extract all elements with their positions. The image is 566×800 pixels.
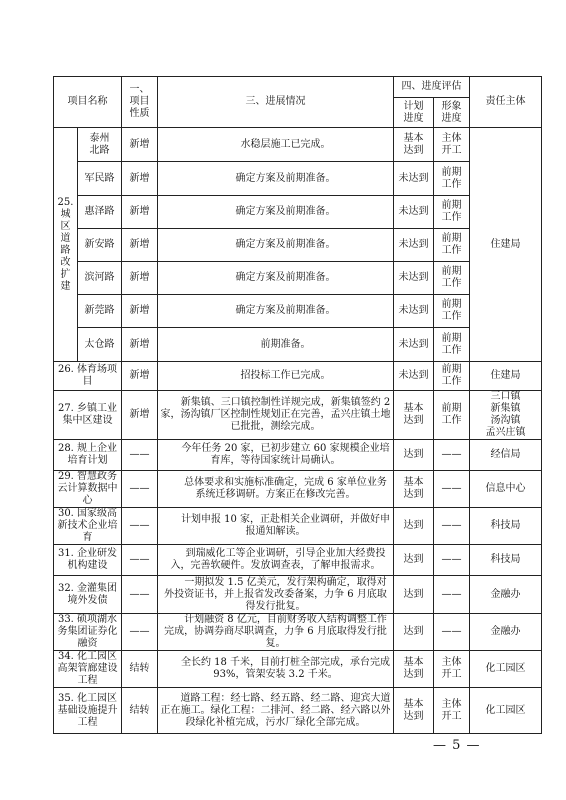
- project-name: 31. 企业研发机构建设: [54, 545, 122, 576]
- table-row: [54, 508, 542, 545]
- image-progress: 前期 工作: [434, 328, 470, 362]
- plan-progress: 基本 达到: [394, 688, 434, 734]
- progress-text: 计划申报 10 家，正赴相关企业调研，并做好申报通知解读。: [180, 514, 391, 537]
- table-row: [54, 688, 542, 734]
- progress-text: 水稳层施工已完成。: [240, 138, 331, 150]
- sub-project-name: 军民路: [78, 162, 122, 196]
- progress-description: [158, 440, 394, 471]
- project-name: 34. 化工园区高架管廊建设工程: [54, 651, 122, 688]
- project-nature: 新增: [122, 196, 158, 229]
- plan-progress: 未达到: [394, 229, 434, 262]
- plan-progress: 达到: [394, 614, 434, 651]
- progress-description: [158, 651, 394, 688]
- table-row: [54, 162, 542, 196]
- progress-text: 招投标工作已完成。: [240, 370, 331, 381]
- project-name: 26. 体育场项目: [54, 362, 122, 391]
- project-nature: ——: [122, 440, 158, 471]
- sub-project-name: 太仓路: [78, 328, 122, 362]
- owner: 住建局: [470, 128, 542, 362]
- project-nature: ——: [122, 471, 158, 508]
- progress-text: 今年任务 20 家，已初步建立 60 家规模企业培育库，等待国家统计局确认。: [181, 443, 390, 466]
- progress-text: 确定方案及前期准备。: [235, 305, 336, 316]
- group-label-road-upgrade: 25. 城区 道路 改扩 建: [54, 128, 78, 362]
- table-row: [54, 328, 542, 362]
- table-row: [54, 229, 542, 262]
- table-row: [54, 128, 542, 162]
- plan-progress: 未达到: [394, 196, 434, 229]
- progress-text: 确定方案及前期准备。: [235, 172, 336, 184]
- image-progress: 前期 工作: [434, 391, 470, 440]
- progress-description: [158, 688, 394, 734]
- plan-progress: 基本 达到: [394, 128, 434, 162]
- header-image-progress: 形象 进度: [434, 98, 470, 128]
- table-row: [54, 545, 542, 576]
- progress-description: [158, 162, 394, 196]
- plan-progress: 未达到: [394, 362, 434, 391]
- header-project-nature: 一、 项目 性质: [122, 77, 158, 128]
- image-progress: 主体 开工: [434, 688, 470, 734]
- plan-progress: 未达到: [394, 328, 434, 362]
- sub-project-name: 滨河路: [78, 262, 122, 295]
- owner: 金融办: [470, 576, 542, 614]
- progress-text: 到瑞威化工等企业调研，引导企业加大经费投入，完善软硬件。发放调查表，了解申报需求。: [170, 548, 386, 571]
- progress-text: 前期准备。: [260, 338, 311, 350]
- image-progress: 前期 工作: [434, 295, 470, 328]
- progress-table: [53, 76, 542, 734]
- progress-text: 确定方案及前期准备。: [235, 239, 336, 250]
- table-row: [54, 295, 542, 328]
- sub-project-name: 惠泽路: [78, 196, 122, 229]
- owner: 金融办: [470, 614, 542, 651]
- progress-text: 总体要求和实施标准确定，完成 6 家单位业务系统迁移调研。方案正在修改完善。: [184, 477, 387, 500]
- header-project-name: 项目名称: [54, 77, 122, 128]
- project-name: 28. 规上企业培育计划: [54, 440, 122, 471]
- plan-progress: 达到: [394, 508, 434, 545]
- table-row: [54, 262, 542, 295]
- plan-progress: 未达到: [394, 295, 434, 328]
- progress-description: [158, 295, 394, 328]
- plan-progress: 达到: [394, 576, 434, 614]
- project-nature: 结转: [122, 651, 158, 688]
- owner: 科技局: [470, 545, 542, 576]
- project-nature: 新增: [122, 328, 158, 362]
- progress-description: [158, 229, 394, 262]
- table-row: [54, 362, 542, 391]
- image-progress: ——: [434, 614, 470, 651]
- header-evaluation: 四、进度评估: [394, 77, 470, 98]
- table-row: [54, 651, 542, 688]
- owner: 经信局: [470, 440, 542, 471]
- owner: 化工园区: [470, 688, 542, 734]
- header-owner: 责任主体: [470, 77, 542, 128]
- sub-project-name: 泰州 北路: [78, 128, 122, 162]
- progress-text: 全长约 18 千米，目前打桩全部完成，承台完成 93%，管架安装 3.2 千米。: [180, 657, 391, 680]
- sub-project-name: 新莞路: [78, 295, 122, 328]
- image-progress: 前期 工作: [434, 262, 470, 295]
- page-number: — 5 —: [433, 738, 481, 753]
- plan-progress: 未达到: [394, 162, 434, 196]
- image-progress: ——: [434, 471, 470, 508]
- project-nature: 新增: [122, 295, 158, 328]
- project-nature: 新增: [122, 391, 158, 440]
- project-name: 29. 智慧政务云计算数据中心: [54, 471, 122, 508]
- sub-project-name: 新安路: [78, 229, 122, 262]
- image-progress: ——: [434, 576, 470, 614]
- project-nature: ——: [122, 576, 158, 614]
- progress-description: [158, 545, 394, 576]
- image-progress: ——: [434, 545, 470, 576]
- image-progress: 主体 开工: [434, 651, 470, 688]
- progress-text: 新集镇、三口镇控制性详规完成，新集镇签约 2 家，汤沟镇厂区控制性规划正在完善，孟兴庄镇土地已批批，测绘完成。: [160, 397, 391, 432]
- progress-text: 确定方案及前期准备。: [235, 272, 336, 283]
- project-name: 32. 金灌集团境外发债: [54, 576, 122, 614]
- project-nature: 新增: [122, 128, 158, 162]
- project-nature: ——: [122, 508, 158, 545]
- project-nature: 结转: [122, 688, 158, 734]
- progress-text: 一期拟发 1.5 亿美元，发行架构确定，取得对外投资证书，并上报省发改委备案，力争 6 月底取得发行批复。: [164, 576, 387, 612]
- owner: 住建局: [470, 362, 542, 391]
- plan-progress: 基本 达到: [394, 391, 434, 440]
- project-name: 30. 国家级高新技术企业培育: [54, 508, 122, 545]
- plan-progress: 基本 达到: [394, 471, 434, 508]
- image-progress: 前期 工作: [434, 229, 470, 262]
- project-name: 27. 乡镇工业集中区建设: [54, 391, 122, 440]
- image-progress: 主体 开工: [434, 128, 470, 162]
- image-progress: ——: [434, 440, 470, 471]
- table-row: [54, 440, 542, 471]
- plan-progress: 达到: [394, 545, 434, 576]
- project-nature: 新增: [122, 362, 158, 391]
- progress-description: [158, 471, 394, 508]
- progress-description: [158, 328, 394, 362]
- plan-progress: 达到: [394, 440, 434, 471]
- progress-text: 计划融资 8 亿元，目前财务收入结构调整工作完成，协调券商尽职调查，力争 6 月底取得发行批复。: [164, 614, 387, 649]
- progress-description: [158, 391, 394, 440]
- owner: 信息中心: [470, 471, 542, 508]
- image-progress: 前期 工作: [434, 362, 470, 391]
- project-nature: ——: [122, 545, 158, 576]
- project-name: 33. 硕项湖水务集团证券化融资: [54, 614, 122, 651]
- table-row: [54, 196, 542, 229]
- header-progress: 三、进展情况: [158, 77, 394, 128]
- project-nature: 新增: [122, 262, 158, 295]
- owner: 化工园区: [470, 651, 542, 688]
- project-nature: 新增: [122, 162, 158, 196]
- image-progress: ——: [434, 508, 470, 545]
- progress-description: [158, 128, 394, 162]
- progress-text: 道路工程：经七路、经五路、经二路、迎宾大道正在施工。绿化工程：二排河、经二路、经六路以外段绿化补植完成，污水厂绿化全部完成。: [160, 692, 391, 728]
- plan-progress: 未达到: [394, 262, 434, 295]
- progress-text: 确定方案及前期准备。: [235, 206, 336, 217]
- owner: 科技局: [470, 508, 542, 545]
- progress-description: [158, 362, 394, 391]
- progress-description: [158, 576, 394, 614]
- progress-description: [158, 508, 394, 545]
- progress-description: [158, 196, 394, 229]
- table-row: [54, 614, 542, 651]
- project-nature: ——: [122, 614, 158, 651]
- image-progress: 前期 工作: [434, 196, 470, 229]
- plan-progress: 基本 达到: [394, 651, 434, 688]
- table-row: [54, 471, 542, 508]
- header-plan-progress: 计划 进度: [394, 98, 434, 128]
- table-row: [54, 576, 542, 614]
- table-row: [54, 391, 542, 440]
- project-name: 35. 化工园区基础设施提升工程: [54, 688, 122, 734]
- project-nature: 新增: [122, 229, 158, 262]
- progress-description: [158, 614, 394, 651]
- owner: 三口镇 新集镇 汤沟镇 孟兴庄镇: [470, 391, 542, 440]
- image-progress: 前期 工作: [434, 162, 470, 196]
- progress-description: [158, 262, 394, 295]
